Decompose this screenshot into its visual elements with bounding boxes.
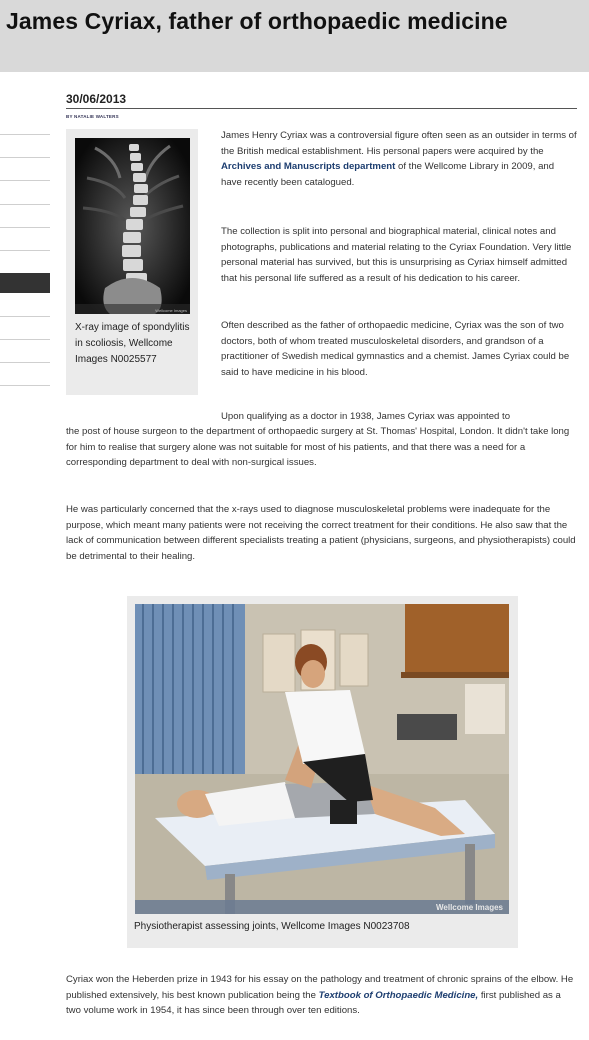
image-credit: Wellcome Images — [155, 308, 187, 313]
sidebar-divider — [0, 250, 50, 251]
sidebar-divider — [0, 134, 50, 135]
sidebar-divider — [0, 204, 50, 205]
page-title: James Cyriax, father of orthopaedic medicine — [6, 8, 508, 34]
sidebar-divider — [0, 339, 50, 340]
sidebar-divider — [0, 362, 50, 363]
paragraph-intro — [221, 128, 577, 190]
paragraph-heberden — [66, 972, 577, 1019]
sidebar-divider — [0, 385, 50, 386]
paragraph-qualifying: the post of house surgeon to the department of orthopaedic surgery at St. Thomas' Hospital, London. It didn't take long for him to realise that surgery alone was not suitable for most of his patients, and that there was a need for a corresponding department to deal with non-surgical issues. — [66, 426, 570, 468]
xray-spine-icon — [75, 138, 190, 314]
physiotherapy-photo[interactable] — [135, 604, 509, 914]
paragraph-text: Cyriax won the Heberden prize in 1943 for his essay on the pathology and treatment of chronic sprains of the elbow. He published extensively, his best known publication being the — [66, 974, 574, 1001]
author-byline[interactable]: BY NATALIE WALTERS — [66, 114, 119, 119]
paragraph-text: James Henry Cyriax was a controversial figure often seen as an outsider in terms of the British medical establishment. His personal papers were acquired by the — [221, 130, 577, 157]
sidebar-item-active[interactable] — [0, 273, 50, 293]
paragraph-father: Often described as the father of orthopaedic medicine, Cyriax was the son of two doctors, both of whom treated musculoskeletal disorders, and grandson of a practitioner of Swedish medical gymnastics and a chemist. James Cyriax could be said to have medicine in his blood. — [221, 320, 570, 378]
paragraph-text: first published as a two volume work in 1954, it has since been through over ten editions. — [66, 989, 561, 1016]
textbook-link[interactable]: Textbook of Orthopaedic Medicine, — [318, 989, 479, 1001]
sidebar-divider — [0, 157, 50, 158]
physio-figure — [127, 596, 518, 948]
xray-spine-image[interactable] — [75, 138, 190, 314]
date-divider — [66, 108, 577, 109]
sidebar-divider — [0, 180, 50, 181]
sidebar-divider — [0, 316, 50, 317]
post-date: 30/06/2013 — [66, 92, 127, 106]
sidebar-divider — [0, 227, 50, 228]
physiotherapy-photo-icon — [135, 604, 509, 914]
xray-caption: X-ray image of spondylitis in scoliosis, Wellcome Images N0025577 — [75, 322, 190, 365]
paragraph-text: of the Wellcome Library in 2009, and have recently been catalogued. — [221, 161, 555, 188]
image-credit: Wellcome Images — [436, 903, 503, 912]
paragraph-xrays: He was particularly concerned that the x-rays used to diagnose musculoskeletal problems were inadequate for the purpose, which meant many patients were not receiving the correct treatment for their conditions. He also saw that the lack of communication between different specialists treating a patient (physicians, surgeons, and physiotherapists) could be detrimental to their healing. — [66, 504, 576, 562]
paragraph-qualifying-lead: Upon qualifying as a doctor in 1938, James Cyriax was appointed to — [221, 411, 511, 422]
xray-figure — [66, 129, 198, 395]
physio-caption: Physiotherapist assessing joints, Wellcome Images N0023708 — [134, 921, 410, 932]
page-header — [0, 0, 589, 72]
archives-link[interactable]: Archives and Manuscripts department — [221, 161, 396, 172]
paragraph-collection: The collection is split into personal and biographical material, clinical notes and photographs, publications and material relating to the Cyriax Foundation. Very little personal material has survived, but this is unsurprising as Cyriax himself admitted that his personal life suffered as a result of his dedication to his career. — [221, 226, 572, 284]
